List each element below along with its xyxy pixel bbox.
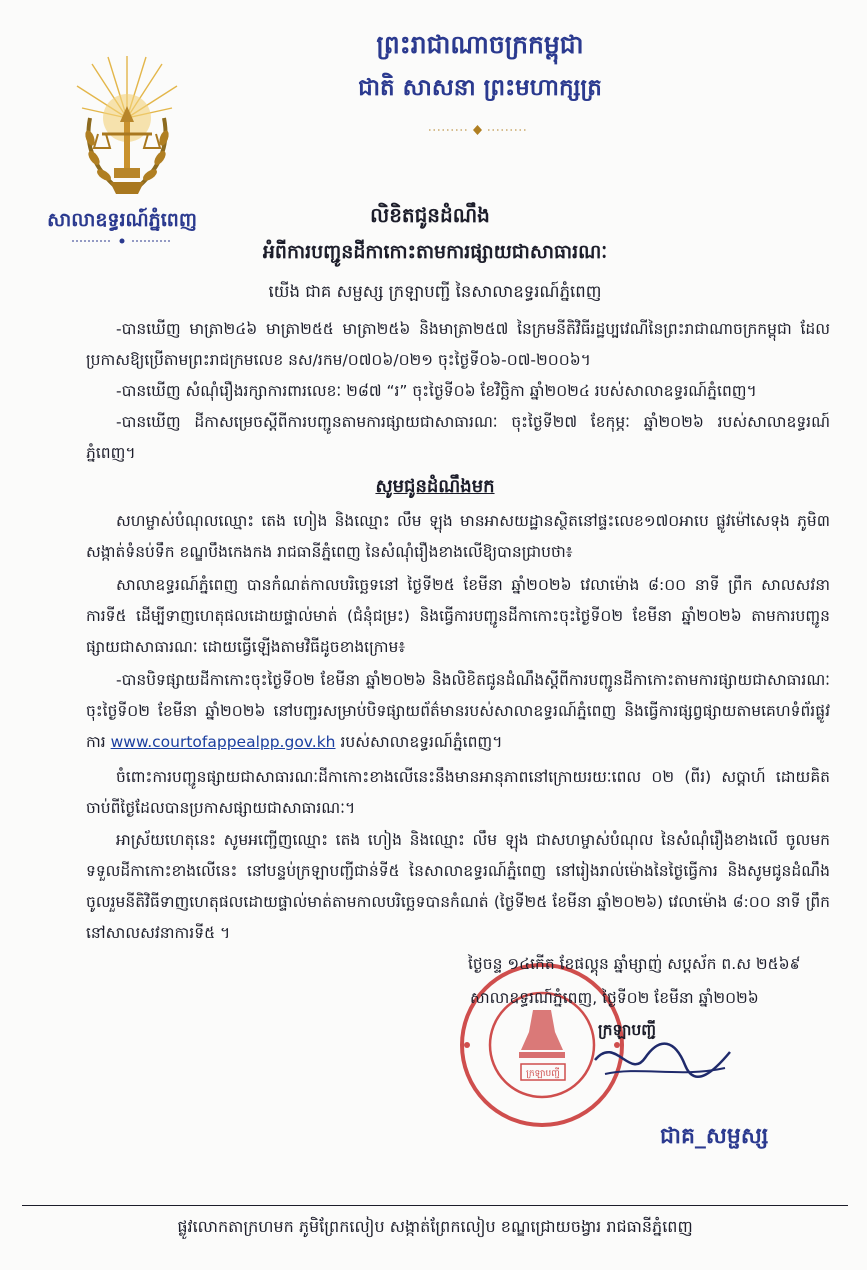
handwritten-signature — [585, 1030, 735, 1090]
footer-divider — [22, 1205, 848, 1206]
paragraph-case-file: -បានឃើញ សំណុំរឿងរក្សាការពារលេខៈ ២៨៧ “រ” ចុះថ្ងៃទី០៦ ខែវិច្ឆិកា ឆ្នាំ២០២៤ របស់សាលាឧទ្ធរណ៍ភ្នំពេញ។ — [116, 382, 757, 400]
paragraph-legal-basis: -បានឃើញ មាត្រា២៤៦ មាត្រា២៥៥ មាត្រា២៥៦ និងមាត្រា២៥៧ នៃក្រមនីតិវិធីរដ្ឋប្បវេណីនៃព្រះរាជាណាចក្រកម្ពុជា ដែលប្រកាសឱ្យប្រើតាមព្រះរាជក្រមលេខ នស/រកម/០៧០៦/០២១ ចុះថ្ងៃទី០៦-០៧-២០០៦។ — [86, 320, 830, 369]
paragraph-publication — [86, 665, 830, 758]
signer-role: ក្រឡាបញ្ជី — [598, 1021, 656, 1039]
notice-heading: សូមជូនដំណឹងមក — [375, 476, 495, 497]
paragraph-addressees: សហម្ចាស់បំណុលឈ្មោះ តេង ហៀង និងឈ្មោះ លឹម ឡុង មានអាសយដ្ឋានស្ថិតនៅផ្ទះលេខ១៧០អាបេ ផ្លូវម៉ៅសេទុង ភូមិ៣ សង្កាត់ទំនប់ទឹក ខណ្ឌបឹងកេងកង រាជធានីភ្នំពេញ នៃសំណុំរឿងខាងលើឱ្យបានជ្រាបថា៖ — [86, 512, 830, 561]
stamp-label: ក្រឡាបញ្ជី — [526, 1069, 560, 1079]
signing-date-solar: សាលាឧទ្ធរណ៍ភ្នំពេញ, ថ្ងៃទី០២ ខែមីនា ឆ្នាំ២០២៦ — [470, 989, 759, 1007]
signer-name: ជាគ_សម្ផស្ស — [660, 1124, 769, 1149]
issuer-line: យើង ជាគ សម្ផស្ស ក្រឡាបញ្ជី នៃសាលាឧទ្ធរណ៍ភ្នំពេញ — [268, 282, 602, 301]
kingdom-heading: ព្រះរាជាណាចក្រកម្ពុជា — [376, 30, 584, 59]
court-emblem-icon — [72, 48, 182, 208]
ornament-divider — [425, 124, 530, 136]
document-subtitle: អំពីការបញ្ជូនដីកាកោះតាមការផ្សាយជាសាធារណៈ — [262, 241, 608, 263]
paragraph-hearing-date: សាលាឧទ្ធរណ៍ភ្នំពេញ បានកំណត់កាលបរិច្ឆេទនៅ ថ្ងៃទី២៥ ខែមីនា ឆ្នាំ២០២៦ វេលាម៉ោង ៨:០០ នាទី ព្រឹក សាលសវនាការទី៥ ដើម្បីទាញហេតុផលដោយផ្ទាល់មាត់ (ជំនុំជម្រះ) និងធ្វើការបញ្ជូនដីកាកោះចុះថ្ងៃទី០២ ខែមីនា ឆ្នាំ២០២៦ តាមការបញ្ជូនផ្សាយជាសាធារណៈ ដោយធ្វើឡើងតាមវិធីដូចខាងក្រោម៖ — [86, 576, 830, 656]
paragraph-effect: ចំពោះការបញ្ជូនផ្សាយជាសាធារណៈដីកាកោះខាងលើនេះនឹងមានអានុភាពនៅក្រោយរយៈពេល ០២ (ពីរ) សប្តាហ៍ ដោយគិតចាប់ពីថ្ងៃដែលបានប្រកាសផ្សាយជាសាធារណៈ។ — [86, 768, 830, 817]
court-website-link[interactable]: www.courtofappealpp.gov.kh — [110, 733, 336, 751]
document-title: លិខិតជូនដំណឹង — [370, 203, 490, 227]
footer-address: ផ្លូវលោកតាក្រហមក ភូមិព្រែកលៀប សង្កាត់ព្រែកលៀប ខណ្ឌជ្រោយចង្វារ រាជធានីភ្នំពេញ — [177, 1217, 693, 1236]
publication-text-end: របស់សាលាឧទ្ធរណ៍ភ្នំពេញ។ — [335, 733, 503, 751]
paragraph-decision: -បានឃើញ ដីកាសម្រេចស្តីពីការបញ្ជូនតាមការផ្សាយជាសាធារណៈ ចុះថ្ងៃទី២៧ ខែកុម្ភៈ ឆ្នាំ២០២៦ របស់សាលាឧទ្ធរណ៍ភ្នំពេញ។ — [86, 413, 830, 462]
court-name: សាលាឧទ្ធរណ៍ភ្នំពេញ — [47, 209, 197, 231]
national-motto: ជាតិ សាសនា ព្រះមហាក្សត្រ — [358, 74, 602, 101]
paragraph-summons: អាស្រ័យហេតុនេះ សូមអញ្ជើញឈ្មោះ តេង ហៀង និងឈ្មោះ លឹម ឡុង ជាសហម្ចាស់បំណុល នៃសំណុំរឿងខាងលើ ចូលមកទទួលដីកាកោះខាងលើនេះ នៅបន្ទប់ក្រឡាបញ្ជីជាន់ទី៥ នៃសាលាឧទ្ធរណ៍ភ្នំពេញ នៅរៀងរាល់ម៉ោងនៃថ្ងៃធ្វើការ និងសូមជូនដំណឹងចូលរួមនីតិវិធីទាញហេតុផលដោយផ្ទាល់មាត់តាមកាលបរិច្ឆេទបានកំណត់ (ថ្ងៃទី២៥ ខែមីនា ឆ្នាំ២០២៦) វេលាម៉ោង ៨:០០ នាទី ព្រឹក នៅសាលសវនាការទី៥ ។ — [86, 831, 830, 942]
signing-date-lunar: ថ្ងៃចន្ទ ១៤កើត ខែផល្គុន ឆ្នាំម្សាញ់ សប្តស័ក ព.ស ២៥៦៩ — [468, 955, 801, 973]
publication-text: -បានបិទផ្សាយដីកាកោះចុះថ្ងៃទី០២ ខែមីនា ឆ្នាំ២០២៦ និងលិខិតជូនដំណឹងស្តីពីការបញ្ជូនដីកាកោះតាមការផ្សាយជាសាធារណៈចុះថ្ងៃទី០២ ខែមីនា ឆ្នាំ២០២៦ នៅបញ្ជរសម្រាប់បិទផ្សាយព័ត៌មានរបស់សាលាឧទ្ធរណ៍ភ្នំពេញ និងធ្វើការផ្សព្វផ្សាយតាមគេហទំព័រផ្លូវការ — [86, 671, 830, 751]
